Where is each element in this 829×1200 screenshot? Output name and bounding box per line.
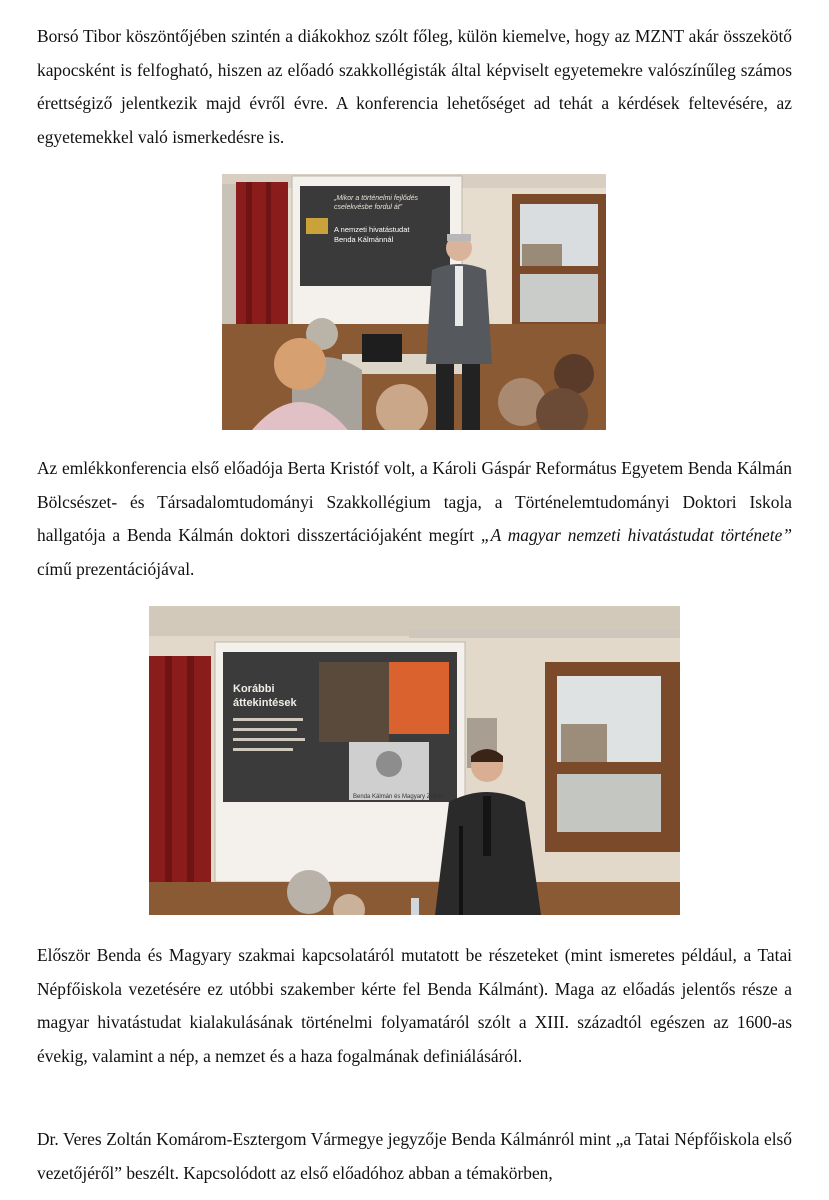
paragraph-1: Borsó Tibor köszöntőjében szintén a diákokhoz szólt főleg, külön kiemelve, hogy az MZNT akár összekötő kapocsként is felfogható, hiszen az előadó szakkollégisták által képviselt egyetemekre valószínűleg számos érettségiző jelentkezik majd évről évre. A konferencia lehetőséget ad tehát a kérdések feltevésére, az egyetemekkel való ismerkedésre is.: [37, 26, 792, 147]
paragraph-3: Először Benda és Magyary szakmai kapcsolatáról mutatott be részeteket (mint ismeretes például, a Tatai Népfőiskola vezetésére ez utóbbi szakember kérte fel Benda Kálmánt). Maga az előadás jelentős része a magyar hivatástudat kialakulásának történelmi folyamatáról szólt a XIII. századtól egészen az 1600-as évekig, valamint a nép, a nemzet és a haza fogalmának definiálásáról.: [37, 945, 792, 1066]
paragraph-2-end: című prezentációjával.: [37, 558, 195, 579]
paragraph-4: Dr. Veres Zoltán Komárom-Esztergom Vármegye jegyzője Benda Kálmánról mint „a Tatai Népfőiskola első vezetőjéről” beszélt. Kapcsolódott az első előadóhoz abban a témakörben,: [37, 1129, 792, 1183]
paragraph-2-start: Az emlékkonferencia első előadója Berta Kristóf volt, a Károli Gáspár Református Egyetem Benda Kálmán Bölcsészet- és Társadalomtudományi Szakkollégium tagja, a Történelemtudományi Doktori Iskola hallgatója a Benda Kálmán doktori disszertációjaként megírt: [37, 458, 792, 545]
photo-2-illustration: [149, 606, 680, 915]
paragraph-2: [37, 452, 792, 586]
photo-speaker-berta: [149, 606, 680, 915]
photo-1-illustration: [222, 174, 606, 430]
photo2-slide-caption: Benda Kálmán és Magyary Zoltán: [353, 794, 444, 800]
photo1-slide-subtitle2: Benda Kálmánnál: [334, 235, 394, 244]
photo1-slide-subtitle1: A nemzeti hivatástudat: [334, 225, 410, 234]
presentation-title: „A magyar nemzeti hivatástudat története”: [480, 525, 792, 545]
photo1-slide-line1: „Mikor a történelmi fejlődés: [334, 195, 419, 202]
photo-speaker-borso: [222, 174, 606, 430]
photo2-slide-title2: áttekintések: [233, 697, 297, 709]
photo1-slide-line2: cselekvésbe fordul át”: [334, 204, 403, 211]
photo2-slide-title1: Korábbi: [233, 683, 275, 695]
